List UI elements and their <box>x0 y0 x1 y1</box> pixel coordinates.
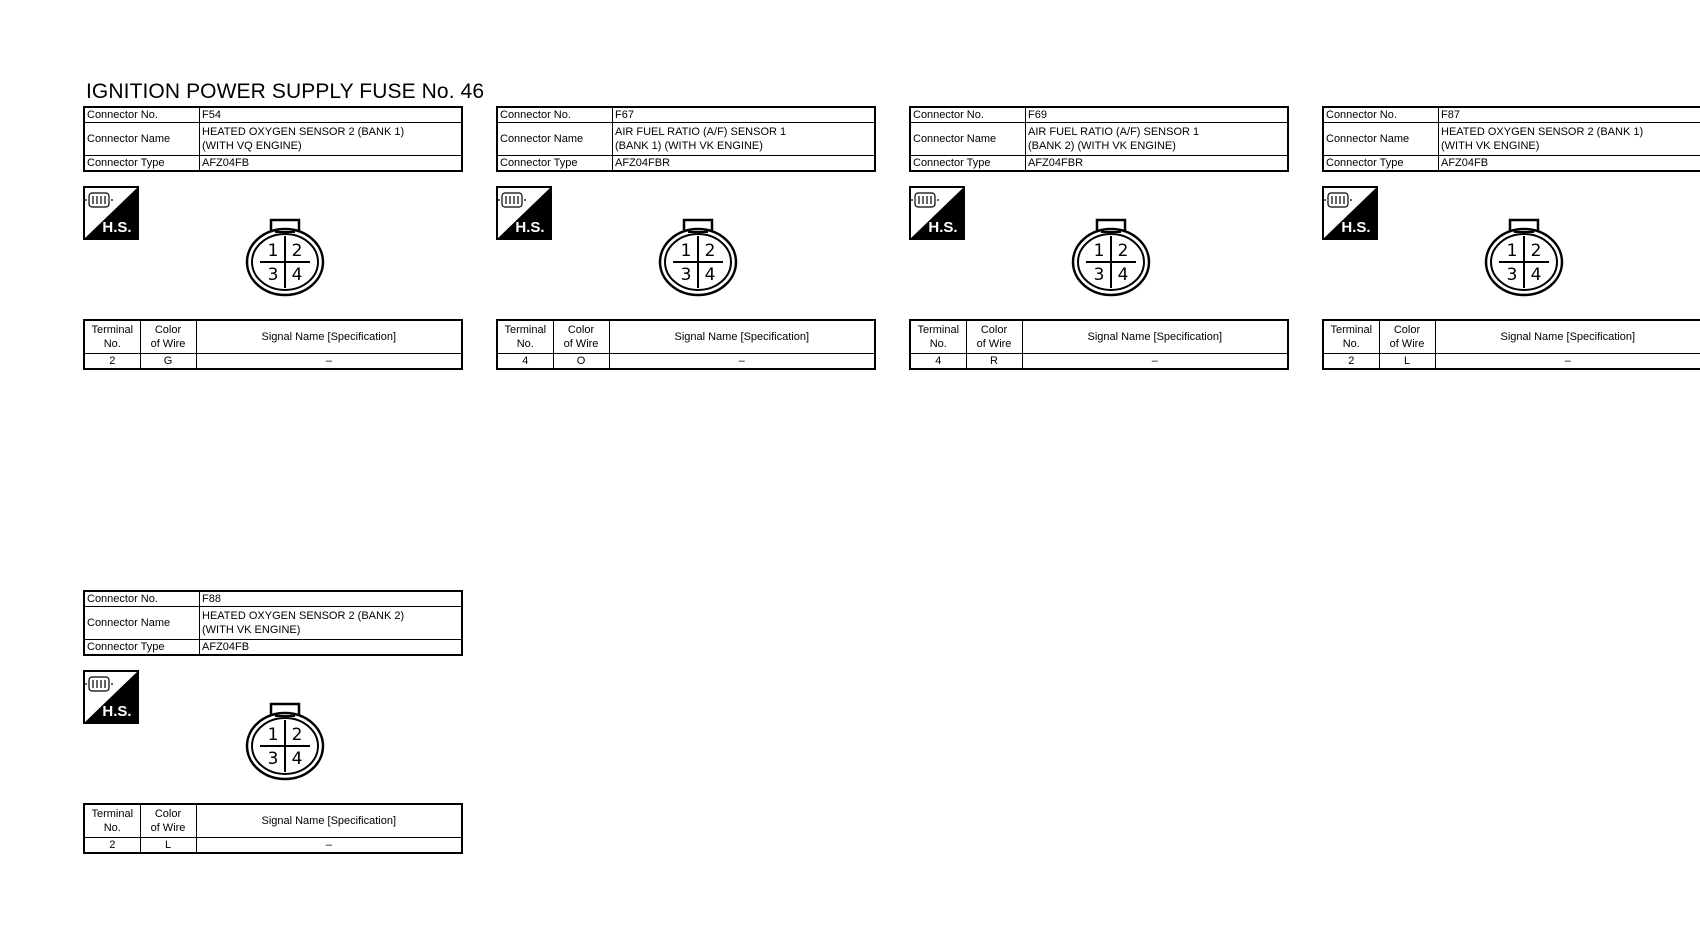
signal-name-cell: – <box>1022 354 1288 370</box>
color-of-wire-header: Color of Wire <box>966 320 1022 354</box>
harness-side-icon <box>909 186 965 240</box>
table-row <box>497 354 875 370</box>
signal-name-header: Signal Name [Specification] <box>1022 320 1288 354</box>
terminal-table <box>496 319 876 370</box>
pin-3-label: 3 <box>680 265 692 285</box>
connector-block-f87 <box>1322 106 1700 376</box>
terminal-no-header: Terminal No. <box>84 804 140 838</box>
hs-badge-text: H.S. <box>102 219 132 236</box>
hs-badge-text: H.S. <box>102 703 132 720</box>
connector-name-value: AIR FUEL RATIO (A/F) SENSOR 1 (BANK 1) (WITH VK ENGINE) <box>613 123 876 156</box>
harness-side-icon <box>83 670 139 724</box>
connector-type-label: Connector Type <box>84 156 200 172</box>
harness-side-icon <box>496 186 552 240</box>
signal-name-header: Signal Name [Specification] <box>196 804 462 838</box>
signal-name-cell: – <box>1435 354 1700 370</box>
terminal-table <box>1322 319 1700 370</box>
wire-color-cell: L <box>140 838 196 854</box>
terminal-no-cell: 4 <box>497 354 553 370</box>
terminal-table <box>909 319 1289 370</box>
terminal-table <box>83 803 463 854</box>
wire-color-cell: O <box>553 354 609 370</box>
connector-type-value: AFZ04FBR <box>1026 156 1289 172</box>
page-title: IGNITION POWER SUPPLY FUSE No. 46 <box>86 80 485 103</box>
pin-2-label: 2 <box>704 241 716 261</box>
terminal-no-header: Terminal No. <box>1323 320 1379 354</box>
pin-3-label: 3 <box>1093 265 1105 285</box>
connector-type-label: Connector Type <box>1323 156 1439 172</box>
connector-type-value: AFZ04FB <box>200 640 463 656</box>
table-row <box>84 354 462 370</box>
wire-color-cell: G <box>140 354 196 370</box>
pin-1-label: 1 <box>1506 241 1518 261</box>
connector-type-label: Connector Type <box>497 156 613 172</box>
color-of-wire-header: Color of Wire <box>553 320 609 354</box>
connector-type-value: AFZ04FBR <box>613 156 876 172</box>
hs-badge-text: H.S. <box>1341 219 1371 236</box>
hs-badge-text: H.S. <box>928 219 958 236</box>
table-row <box>910 354 1288 370</box>
connector-block-f67 <box>496 106 876 376</box>
signal-name-header: Signal Name [Specification] <box>196 320 462 354</box>
terminal-no-header: Terminal No. <box>910 320 966 354</box>
connector-no-label: Connector No. <box>1323 107 1439 123</box>
connector-name-value: AIR FUEL RATIO (A/F) SENSOR 1 (BANK 2) (WITH VK ENGINE) <box>1026 123 1289 156</box>
signal-name-header: Signal Name [Specification] <box>1435 320 1700 354</box>
signal-name-header: Signal Name [Specification] <box>609 320 875 354</box>
connector-no-label: Connector No. <box>84 107 200 123</box>
pin-2-label: 2 <box>1530 241 1542 261</box>
color-of-wire-header: Color of Wire <box>1379 320 1435 354</box>
signal-name-cell: – <box>609 354 875 370</box>
terminal-no-header: Terminal No. <box>497 320 553 354</box>
pin-2-label: 2 <box>291 725 303 745</box>
connector-no-value: F88 <box>200 591 463 607</box>
connector-type-value: AFZ04FB <box>200 156 463 172</box>
connector-name-value: HEATED OXYGEN SENSOR 2 (BANK 1) (WITH VQ ENGINE) <box>200 123 463 156</box>
wire-color-cell: R <box>966 354 1022 370</box>
pin-1-label: 1 <box>680 241 692 261</box>
connector-block-f54 <box>83 106 463 376</box>
connector-name-label: Connector Name <box>84 607 200 640</box>
terminal-no-cell: 2 <box>84 838 140 854</box>
pin-3-label: 3 <box>267 265 279 285</box>
connector-info-table <box>496 106 876 172</box>
connector-face-diagram <box>656 216 740 298</box>
connector-face-diagram <box>243 700 327 782</box>
connector-info-table <box>1322 106 1700 172</box>
color-of-wire-header: Color of Wire <box>140 804 196 838</box>
connector-no-value: F67 <box>613 107 876 123</box>
pin-4-label: 4 <box>291 265 303 285</box>
connector-block-f69 <box>909 106 1289 376</box>
connector-no-label: Connector No. <box>84 591 200 607</box>
connector-info-table <box>83 590 463 656</box>
connector-no-value: F87 <box>1439 107 1700 123</box>
terminal-table <box>83 319 463 370</box>
harness-side-icon <box>1322 186 1378 240</box>
connector-no-value: F54 <box>200 107 463 123</box>
connector-type-value: AFZ04FB <box>1439 156 1700 172</box>
pin-4-label: 4 <box>1117 265 1129 285</box>
harness-side-icon <box>83 186 139 240</box>
connector-name-label: Connector Name <box>84 123 200 156</box>
pin-1-label: 1 <box>267 725 279 745</box>
connector-name-value: HEATED OXYGEN SENSOR 2 (BANK 1) (WITH VK ENGINE) <box>1439 123 1700 156</box>
connector-name-label: Connector Name <box>910 123 1026 156</box>
pin-4-label: 4 <box>1530 265 1542 285</box>
pin-4-label: 4 <box>704 265 716 285</box>
pin-3-label: 3 <box>267 749 279 769</box>
color-of-wire-header: Color of Wire <box>140 320 196 354</box>
wire-color-cell: L <box>1379 354 1435 370</box>
signal-name-cell: – <box>196 354 462 370</box>
hs-badge-text: H.S. <box>515 219 545 236</box>
connector-info-table <box>83 106 463 172</box>
pin-1-label: 1 <box>1093 241 1105 261</box>
connector-type-label: Connector Type <box>84 640 200 656</box>
connector-name-label: Connector Name <box>497 123 613 156</box>
pin-3-label: 3 <box>1506 265 1518 285</box>
connector-type-label: Connector Type <box>910 156 1026 172</box>
connector-face-diagram <box>1482 216 1566 298</box>
pin-2-label: 2 <box>1117 241 1129 261</box>
table-row <box>1323 354 1700 370</box>
pin-1-label: 1 <box>267 241 279 261</box>
connector-no-value: F69 <box>1026 107 1289 123</box>
connector-name-label: Connector Name <box>1323 123 1439 156</box>
connector-no-label: Connector No. <box>497 107 613 123</box>
terminal-no-header: Terminal No. <box>84 320 140 354</box>
pin-4-label: 4 <box>291 749 303 769</box>
connector-face-diagram <box>1069 216 1153 298</box>
connector-face-diagram <box>243 216 327 298</box>
terminal-no-cell: 2 <box>84 354 140 370</box>
terminal-no-cell: 4 <box>910 354 966 370</box>
signal-name-cell: – <box>196 838 462 854</box>
connector-info-table <box>909 106 1289 172</box>
connector-block-f88 <box>83 590 463 860</box>
table-row <box>84 838 462 854</box>
pin-2-label: 2 <box>291 241 303 261</box>
connector-no-label: Connector No. <box>910 107 1026 123</box>
connector-name-value: HEATED OXYGEN SENSOR 2 (BANK 2) (WITH VK ENGINE) <box>200 607 463 640</box>
terminal-no-cell: 2 <box>1323 354 1379 370</box>
